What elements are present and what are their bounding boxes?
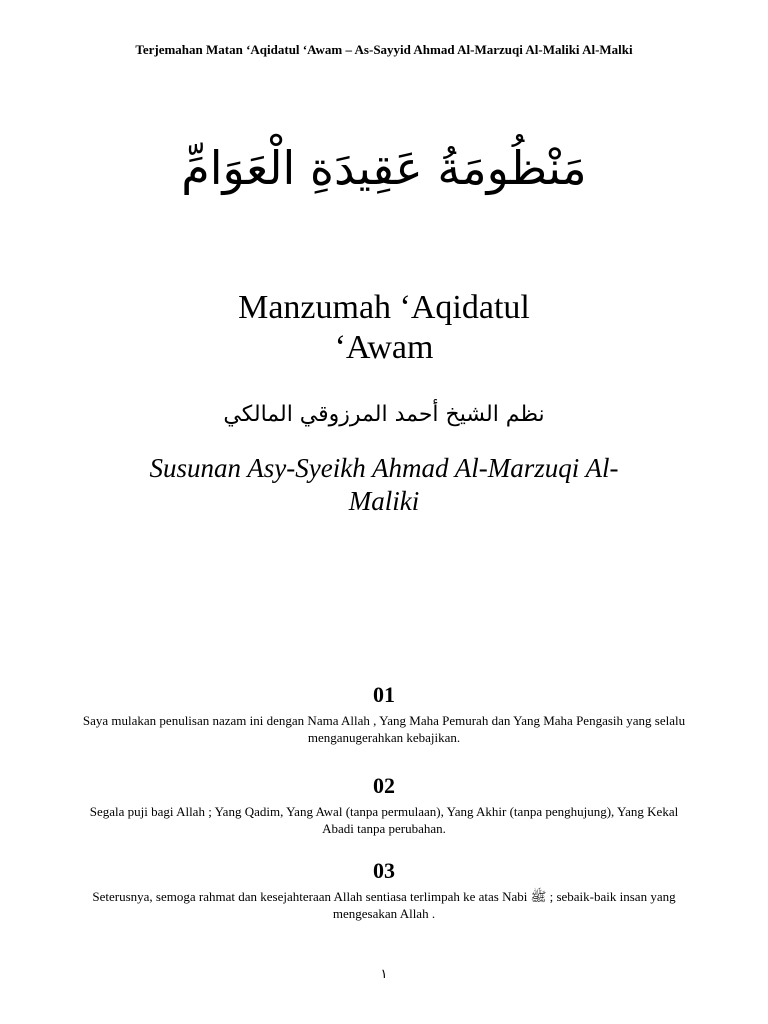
latin-title — [150, 288, 618, 368]
verse-text: Seterusnya, semoga rahmat dan kesejahteraan Allah sentiasa terlimpah ke atas Nabi ﷺ ; sebaik-baik insan yang mengesakan Allah . — [92, 889, 676, 921]
verse-number: 01 — [373, 682, 395, 707]
verse-02 — [80, 773, 688, 837]
latin-title-line-2: ‘Awam — [334, 329, 434, 366]
verse-text: Saya mulakan penulisan nazam ini dengan Nama Allah , Yang Maha Pemurah dan Yang Maha Pengasih yang selalu menganugerahkan kebajikan. — [82, 713, 686, 745]
verse-01 — [80, 682, 688, 746]
author-line — [90, 452, 678, 518]
author-line-2: Maliki — [348, 486, 420, 516]
author-line-1: Susunan Asy-Syeikh Ahmad Al-Marzuqi Al- — [149, 453, 619, 483]
verse-text: Segala puji bagi Allah ; Yang Qadim, Yang Awal (tanpa permulaan), Yang Akhir (tanpa penghujung), Yang Kekal Abadi tanpa perubahan. — [89, 804, 679, 836]
verse-number: 03 — [373, 858, 395, 883]
verse-number: 02 — [373, 773, 395, 798]
page-header: Terjemahan Matan ‘Aqidatul ‘Awam – As-Sayyid Ahmad Al-Marzuqi Al-Maliki Al-Malki — [135, 42, 633, 57]
arabic-title: مَنْظُومَةُ عَقِيدَةِ الْعَوَامِّ — [181, 141, 587, 195]
verse-03 — [80, 858, 688, 922]
arabic-subtitle: نظم الشيخ أحمد المرزوقي المالكي — [223, 402, 545, 427]
page-number: ١ — [380, 966, 388, 981]
latin-title-line-1: Manzumah ‘Aqidatul — [238, 289, 530, 326]
